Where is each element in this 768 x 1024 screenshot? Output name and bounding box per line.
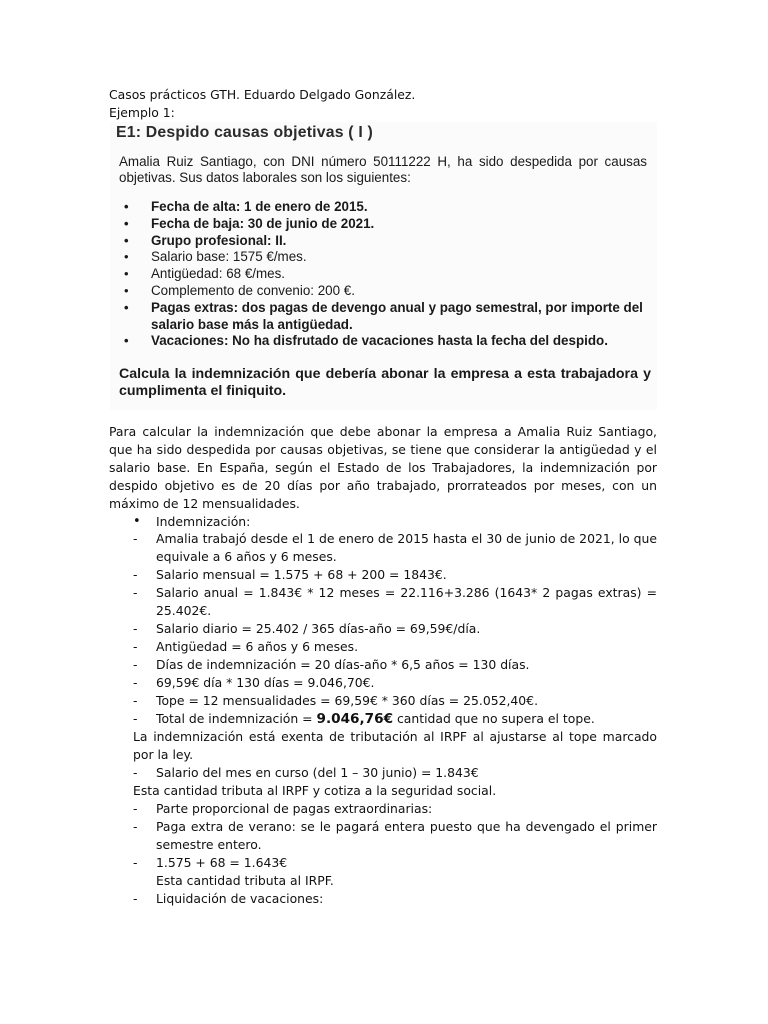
paga-verano-item: - Paga extra de verano: se le pagará entera puesto que ha devengado el primer semestre entero. — [133, 818, 657, 852]
exercise-item-salario-base: • Salario base: 1575 €/mes. — [124, 249, 307, 265]
exercise-data-list — [124, 199, 652, 350]
exercise-intro: Amalia Ruiz Santiago, con DNI número 50111222 H, ha sido despedida por causas objetivas. Sus datos laborales son los siguientes: — [119, 154, 647, 185]
exercise-scan-image — [110, 122, 657, 410]
exercise-item-grupo: • Grupo profesional: II. — [124, 232, 287, 248]
dash-icon: - — [133, 692, 138, 708]
exercise-item-complemento: • Complemento de convenio: 200 €. — [124, 282, 355, 298]
dash-icon: - — [133, 710, 138, 726]
dash-icon: - — [133, 890, 138, 906]
dash-icon: - — [133, 765, 138, 781]
exercise-item-vacaciones: • Vacaciones: No ha disfrutado de vacaciones hasta la fecha del despido. — [124, 333, 608, 349]
header-title: Casos prácticos GTH. Eduardo Delgado González. — [109, 87, 416, 102]
tributa-irpf-note: Esta cantidad tributa al IRPF. — [156, 872, 334, 888]
dash-icon: - — [133, 818, 138, 834]
exercise-item-fecha-alta: • Fecha de alta: 1 de enero de 2015. — [124, 199, 368, 214]
exercise-item-pagas-extras: • Pagas extras: dos pagas de devengo anual y pago semestral, por importe del salario base más la antigüedad. — [124, 299, 643, 332]
solution-intro: Para calcular la indemnización que debe abonar la empresa a Amalia Ruiz Santiago, que ha sido despedida por causas objetivas, se tiene que considerar la antigüedad y el salario base. En España, según el Estado de los Trabajadores, la indemnización por despido objetivo es de 20 días por año trabajado, prorrateados por meses, con un máximo de 12 mensualidades. — [109, 424, 657, 511]
liquidacion-item: - Liquidación de vacaciones: — [133, 890, 324, 906]
solution-text — [109, 423, 657, 907]
dash-icon: - — [133, 801, 138, 817]
bullet-icon: • — [124, 215, 129, 231]
list-item: - Salario diario = 25.402 / 365 días-año = 69,59€/día. — [133, 620, 481, 636]
dash-icon: - — [133, 585, 138, 601]
dash-icon: - — [133, 567, 138, 583]
dash-icon: - — [133, 854, 138, 870]
list-item: - 69,59€ día * 130 días = 9.046,70€. — [133, 674, 375, 690]
example-label: Ejemplo 1: — [109, 105, 175, 120]
dash-icon: - — [133, 638, 138, 654]
list-item: - Antigüedad = 6 años y 6 meses. — [133, 638, 359, 654]
dash-icon: - — [133, 656, 138, 672]
total-value: 9.046,76€ — [316, 710, 394, 727]
list-item: - Días de indemnización = 20 días-año * 6,5 años = 130 días. — [133, 656, 530, 672]
exenta-note: La indemnización está exenta de tributación al IRPF al ajustarse al tope marcado por la ley. — [133, 729, 657, 763]
bullet-icon: • — [124, 266, 129, 282]
bullet-icon: • — [124, 199, 129, 214]
total-indemnizacion: - Total de indemnización = 9.046,76€ cantidad que no supera el tope. — [133, 710, 595, 727]
indemnizacion-heading: • Indemnización: — [133, 513, 251, 529]
bullet-icon: • — [124, 282, 129, 298]
exercise-task: Calcula la indemnización que debería abonar la empresa a esta trabajadora y cumplimenta el finiquito. — [119, 366, 651, 399]
dash-icon: - — [133, 674, 138, 690]
dash-icon: - — [133, 531, 138, 547]
tributa-note: Esta cantidad tributa al IRPF y cotiza a la seguridad social. — [133, 783, 497, 799]
bullet-icon: • — [133, 513, 141, 529]
list-item: - Tope = 12 mensualidades = 69,59€ * 360 días = 25.052,40€. — [133, 692, 539, 708]
dash-icon: - — [133, 620, 138, 636]
exercise-item-fecha-baja: • Fecha de baja: 30 de junio de 2021. — [124, 215, 375, 231]
bullet-icon: • — [124, 249, 129, 265]
list-item: - Salario mensual = 1.575 + 68 + 200 = 1843€. — [133, 567, 447, 583]
bullet-icon: • — [124, 333, 129, 349]
exercise-item-antiguedad: • Antigüedad: 68 €/mes. — [124, 266, 285, 282]
list-item: - Amalia trabajó desde el 1 de enero de 2015 hasta el 30 de junio de 2021, lo que equivale a 6 años y 6 meses. — [133, 531, 657, 565]
exercise-title: E1: Despido causas objetivas ( I ) — [116, 124, 373, 141]
list-item: - Salario anual = 1.843€ * 12 meses = 22.116+3.286 (1643* 2 pagas extras) = 25.402€. — [133, 585, 657, 619]
salario-mes-item: - Salario del mes en curso (del 1 – 30 junio) = 1.843€ — [133, 765, 479, 781]
document-header — [109, 86, 415, 122]
suma-item: - 1.575 + 68 = 1.643€ — [133, 854, 288, 870]
bullet-icon: • — [124, 232, 129, 248]
bullet-icon: • — [124, 299, 129, 315]
parte-proporcional-item: - Parte proporcional de pagas extraordinarias: — [133, 801, 433, 817]
